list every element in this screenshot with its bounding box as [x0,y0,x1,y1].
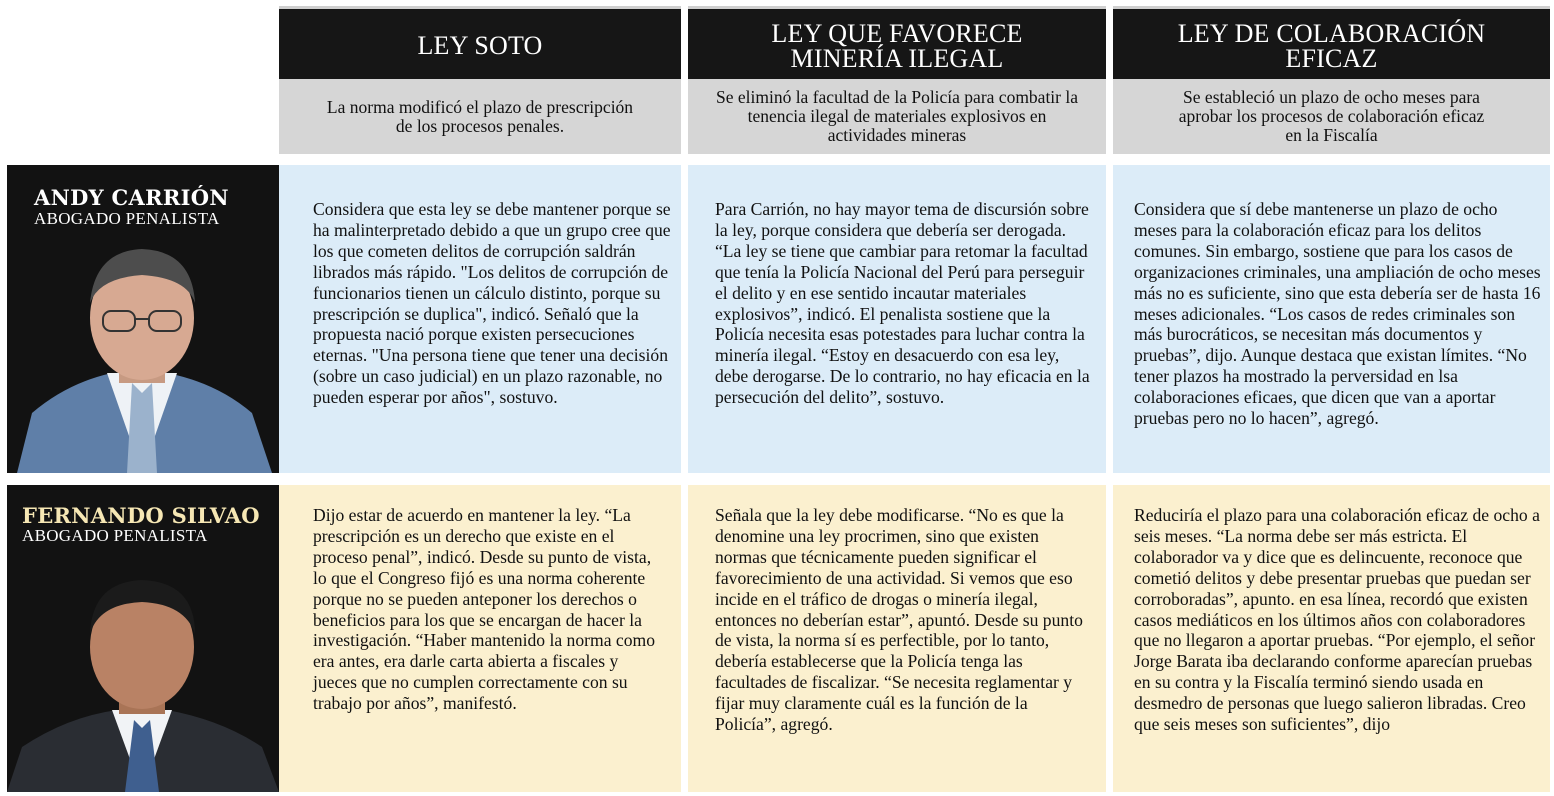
opinion-text: Considera que esta ley se debe mantener porque se ha malinterpretado debido a que un grupo cree que los que cometen delitos de corrupción saldrán librados más rápido. "Los delitos de corrupción de funcionarios tienen un cálculo distinto, porque su prescripción se duplica", indicó. Señaló que la propuesta nació porque existen persecuciones eternas. "Una persona tiene que tener una decisión (sobre un caso judicial) en un plazo razonable, no pueden esperar por años", sostuvo. [313,199,671,408]
column-description-text: La norma modificó el plazo de prescripción de los procesos penales. [326,96,634,136]
portrait-photo [7,552,279,792]
opinion-text: Dijo estar de acuerdo en mantener la ley. “La prescripción es un derecho que existe en el proceso penal”, indicó. Desde su punto de vista, lo que el Congreso fijó es una norma coherente porque no se pueden anteponer los derechos o beneficios para los que se encargan de hacer la investigación. “Haber mantenido la norma como era antes, era darle carta abierta a fiscales y jueces que no cumplen correctamente con su trabajo por años”, manifestó. [313,505,655,714]
person-role: ABOGADO PENALISTA [22,526,208,545]
opinion-text: Señala que la ley debe modificarse. “No es que la denomine una ley procrimen, sino que existen normas que técnicamente pueden significar el favorecimiento de una actividad. Si vemos que eso incide en el tráfico de drogas o minería ilegal, entonces no deberían estar”, apuntó. Desde su punto de vista, la norma sí es perfectible, por lo tanto, debería establecerse que la Policía tenga las facultades de fiscalizar. “Se necesita reglamentar y fijar muy claramente cuál es la función de la Policía”, agregó. [715,505,1083,735]
opinion-cell [279,165,681,473]
person-name: ANDY CARRIÓN [34,185,229,210]
column-description-ley-soto [279,79,681,154]
column-title-line-1: LEY DE COLABORACIÓN [1177,18,1486,48]
column-description-text: Se estableció un plazo de ocho meses para aprobar los procesos de colaboración eficaz en la Fiscalía [1178,87,1485,145]
person-role: ABOGADO PENALISTA [34,209,220,228]
column-description-colaboracion-eficaz [1113,79,1550,154]
opinion-cell [1113,165,1550,473]
portrait-photo [7,233,279,473]
person-name: FERNANDO SILVAO [22,503,260,528]
opinion-cell [688,485,1106,792]
column-header-colaboracion-eficaz [1113,6,1550,82]
column-title-line-2: MINERÍA ILEGAL [790,43,1004,73]
column-description-mineria-ilegal [688,79,1106,154]
opinion-text: Reduciría el plazo para una colaboración eficaz de ocho a seis meses. “La norma debe ser más estricta. El colaborador va y dice que es delincuente, reconoce que cometió delitos y debe presentar pruebas que puedan ser corroboradas”, apunto. en esa línea, recordó que existen casos mediáticos en los últimos años con colaboradores que no llegaron a aportar pruebas. “Por ejemplo, el señor Jorge Barata iba declarando conforme aparecían pruebas en su contra y la Fiscalía terminó siendo usada en desmedro de personas que luego salieron libradas. Creo que seis meses son suficientes”, dijo [1134,505,1540,735]
column-title: LEY SOTO [417,31,543,60]
column-title-line-2: EFICAZ [1285,43,1378,73]
column-title-line-1: LEY QUE FAVORECE [771,18,1023,48]
person-card-fernando-silvao [7,485,279,792]
opinion-cell [279,485,681,792]
person-card-andy-carrion [7,165,279,473]
opinion-cell [1113,485,1550,792]
opinion-text: Considera que sí debe mantenerse un plazo de ocho meses para la colaboración eficaz para los delitos comunes. Sin embargo, sostiene que para los casos de organizaciones criminales, una ampliación de ocho meses más no es suficiente, sino que esta debería ser de hasta 16 meses adicionales. “Los casos de redes criminales son más burocráticos, se necesitan más documentos y pruebas”, dijo. Aunque destaca que existan límites. “No tener plazos ha mostrado la perversidad en lsa colaboraciones eficaes, que dicen que van a aportar pruebas pero no lo hacen”, agregó. [1134,199,1541,429]
column-description-text: Se eliminó la facultad de la Policía para combatir la tenencia ilegal de materiales explosivos en actividades mineras [715,87,1078,145]
opinion-text: Para Carrión, no hay mayor tema de discursión sobre la ley, porque considera que debería ser derogada. “La ley se tiene que cambiar para retomar la facultad que tenía la Policía Nacional del Perú para perseguir el delito y en ese sentido incautar materiales explosivos”, indicó. El penalista sostiene que la Policía necesita esas potestades para luchar contra la minería ilegal. “Estoy en desacuerdo con esa ley, debe derogarse. De lo contrario, no hay eficacia en la persecución del delito”, sostuvo. [715,199,1090,408]
column-header-mineria-ilegal [688,6,1106,82]
opinion-cell [688,165,1106,473]
column-header-ley-soto [279,6,681,82]
